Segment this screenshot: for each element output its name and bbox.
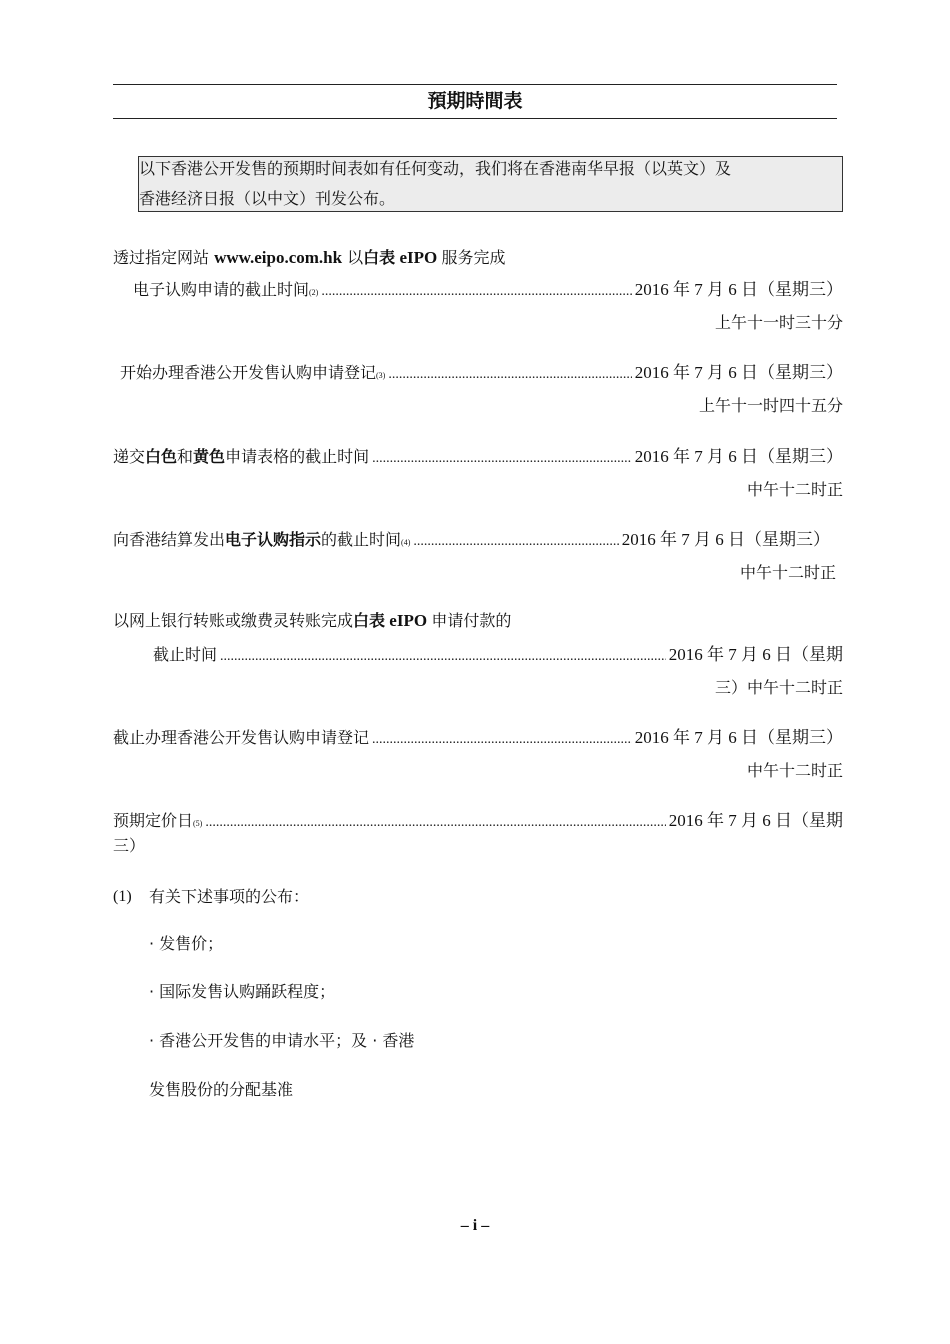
footnote-text: 有关下述事项的公布： bbox=[149, 887, 310, 906]
footnote-item: · 发售价； bbox=[149, 934, 224, 953]
label: 截止办理香港公开发售认购申请登记 bbox=[113, 728, 370, 747]
entry-6-row bbox=[113, 727, 843, 751]
footnote-number: (1) bbox=[113, 888, 132, 905]
date: 2016 年 7 月 6 日（星期三） bbox=[634, 447, 843, 466]
entry-5-intro bbox=[113, 610, 511, 632]
entry-4-time: 中午十二时正 bbox=[739, 563, 836, 582]
url: www.eipo.com.hk bbox=[214, 248, 343, 267]
dot-leader bbox=[372, 448, 632, 470]
footnote-ref: (2) bbox=[309, 288, 319, 297]
date: 2016 年 7 月 6 日（星期三） bbox=[634, 363, 843, 382]
date: 2016 年 7 月 6 日（星期 bbox=[668, 811, 843, 830]
text: 递交 bbox=[113, 447, 146, 466]
footnote-item: · 国际发售认购踊跃程度； bbox=[149, 982, 336, 1001]
footnote-ref: (5) bbox=[193, 819, 203, 828]
bold-text: 黄色 bbox=[193, 447, 226, 466]
bold-text: 电子认购指示 bbox=[225, 530, 322, 549]
date: 2016 年 7 月 6 日（星期三） bbox=[621, 530, 830, 549]
bold-text: 白色 bbox=[145, 447, 178, 466]
text: 申请表格的截止时间 bbox=[225, 447, 370, 466]
entry-3-row bbox=[113, 446, 843, 470]
dot-leader bbox=[372, 729, 632, 751]
entry-1-row bbox=[133, 279, 843, 304]
dot-leader bbox=[413, 531, 618, 553]
label: 截止时间 bbox=[153, 645, 218, 664]
entry-3-time: 中午十二时正 bbox=[746, 480, 843, 499]
title-rule bbox=[113, 118, 837, 119]
eipo: eIPO bbox=[395, 248, 442, 267]
footnote-ref: (4) bbox=[401, 538, 411, 547]
text: 服务完成 bbox=[441, 248, 506, 267]
dot-leader bbox=[388, 364, 631, 386]
footnote-item: · 香港公开发售的申请水平；及 · 香港 bbox=[149, 1031, 415, 1050]
eipo: eIPO bbox=[385, 611, 432, 630]
text: 以网上银行转账或缴费灵转账完成 bbox=[113, 611, 354, 630]
notice-line-2: 香港经济日报（以中文）刊发公布。 bbox=[139, 189, 396, 208]
text: 和 bbox=[177, 447, 194, 466]
text: 的截止时间 bbox=[321, 530, 402, 549]
label: 电子认购申请的截止时间 bbox=[133, 280, 310, 299]
entry-7-row bbox=[113, 810, 843, 835]
entry-2-row bbox=[120, 362, 843, 387]
bold-text: 白表 bbox=[353, 611, 386, 630]
footnote-item: 发售股份的分配基准 bbox=[149, 1080, 294, 1099]
entry-5-time: 三）中午十二时正 bbox=[714, 678, 843, 697]
notice-line-1: 以下香港公开发售的预期时间表如有任何变动，我们将在香港南华早报（以英文）及 bbox=[139, 159, 732, 178]
dot-leader bbox=[220, 646, 666, 668]
dot-leader bbox=[321, 281, 631, 303]
entry-1-intro bbox=[113, 247, 505, 269]
bold-text: 白表 bbox=[363, 248, 396, 267]
entry-6-time: 中午十二时正 bbox=[746, 761, 843, 780]
entry-4-row bbox=[113, 529, 830, 554]
footnote-ref: (3) bbox=[376, 371, 386, 380]
label: 开始办理香港公开发售认购申请登记 bbox=[120, 363, 377, 382]
date: 2016 年 7 月 6 日（星期三） bbox=[634, 728, 843, 747]
label: 预期定价日 bbox=[113, 811, 194, 830]
page-title: 預期時間表 bbox=[427, 90, 523, 112]
page-number: – i – bbox=[460, 1217, 490, 1234]
text: 申请付款的 bbox=[431, 611, 512, 630]
entry-5-row bbox=[153, 644, 843, 668]
text: 向香港结算发出 bbox=[113, 530, 226, 549]
entry-7-cont: 三） bbox=[113, 836, 146, 855]
date: 2016 年 7 月 6 日（星期三） bbox=[634, 280, 843, 299]
dot-leader bbox=[205, 812, 665, 834]
date: 2016 年 7 月 6 日（星期 bbox=[668, 645, 843, 664]
entry-2-time: 上午十一时四十五分 bbox=[698, 396, 843, 415]
text: 以 bbox=[342, 248, 364, 267]
text: 透过指定网站 bbox=[113, 248, 215, 267]
entry-1-time: 上午十一时三十分 bbox=[714, 313, 843, 332]
top-rule bbox=[113, 84, 837, 85]
